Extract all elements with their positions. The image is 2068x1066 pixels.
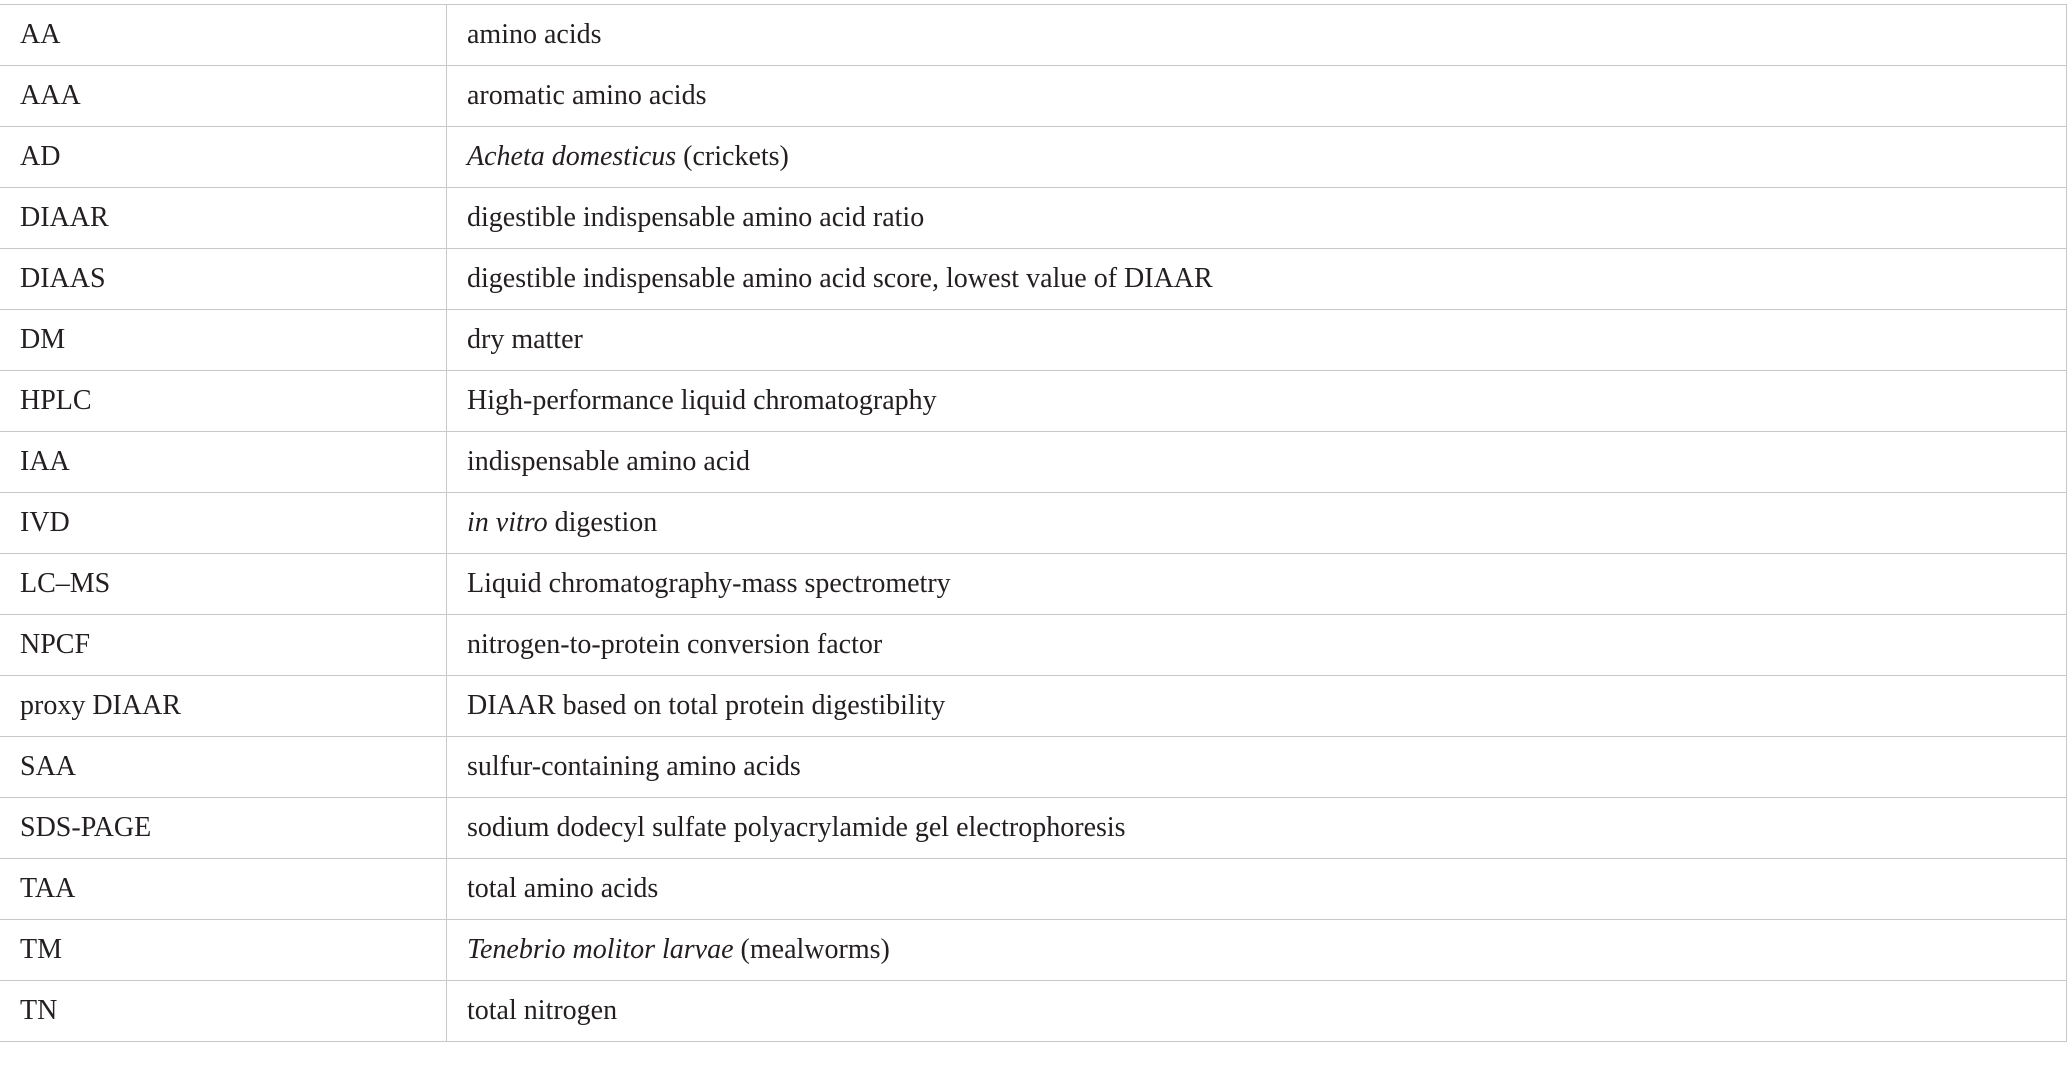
abbreviation-term: DIAAR <box>0 188 447 249</box>
table-row <box>0 981 2067 1042</box>
definition-italic-segment: Tenebrio molitor larvae <box>467 934 734 965</box>
abbreviations-table <box>0 4 2067 1042</box>
abbreviation-term: AA <box>0 5 447 66</box>
table-row <box>0 249 2067 310</box>
abbreviation-definition <box>447 981 2067 1042</box>
abbreviation-definition <box>447 249 2067 310</box>
abbreviation-term: SDS-PAGE <box>0 798 447 859</box>
table-row <box>0 371 2067 432</box>
abbreviation-definition <box>447 859 2067 920</box>
definition-segment: nitrogen-to-protein conversion factor <box>467 629 883 660</box>
abbreviation-definition <box>447 737 2067 798</box>
definition-segment: digestible indispensable amino acid score, lowest value of DIAAR <box>467 263 1213 294</box>
definition-segment: Liquid chromatography-mass spectrometry <box>467 568 951 599</box>
table-row <box>0 859 2067 920</box>
abbreviation-term: NPCF <box>0 615 447 676</box>
definition-segment: DIAAR based on total protein digestibility <box>467 690 946 721</box>
abbreviation-definition <box>447 188 2067 249</box>
definition-italic-segment: in vitro <box>467 507 548 538</box>
abbreviation-term: SAA <box>0 737 447 798</box>
abbreviation-term: TN <box>0 981 447 1042</box>
abbreviation-term: IVD <box>0 493 447 554</box>
abbreviation-term: IAA <box>0 432 447 493</box>
abbreviation-term: DIAAS <box>0 249 447 310</box>
definition-segment: High-performance liquid chromatography <box>467 385 937 416</box>
definition-segment: dry matter <box>467 324 583 355</box>
definition-segment: digestion <box>547 507 658 538</box>
abbreviation-term: TM <box>0 920 447 981</box>
definition-segment: digestible indispensable amino acid ratio <box>467 202 925 233</box>
table-row <box>0 554 2067 615</box>
table-row <box>0 127 2067 188</box>
abbreviation-term: LC–MS <box>0 554 447 615</box>
table-row <box>0 5 2067 66</box>
definition-segment: total nitrogen <box>467 995 618 1026</box>
abbreviation-definition <box>447 554 2067 615</box>
abbreviation-term: HPLC <box>0 371 447 432</box>
table-row <box>0 310 2067 371</box>
abbreviation-definition <box>447 371 2067 432</box>
definition-segment: indispensable amino acid <box>467 446 751 477</box>
definition-italic-segment: Acheta domesticus <box>467 141 677 172</box>
definition-segment: sulfur-containing amino acids <box>467 751 801 782</box>
table-row <box>0 798 2067 859</box>
definition-segment: sodium dodecyl sulfate polyacrylamide gel electrophoresis <box>467 812 1126 843</box>
table-row <box>0 676 2067 737</box>
table-row <box>0 66 2067 127</box>
abbreviations-table-body <box>0 5 2067 1042</box>
table-row <box>0 615 2067 676</box>
table-row <box>0 920 2067 981</box>
definition-segment: (crickets) <box>676 141 789 172</box>
abbreviation-definition <box>447 493 2067 554</box>
abbreviation-definition <box>447 310 2067 371</box>
definition-segment: total amino acids <box>467 873 659 904</box>
table-row <box>0 737 2067 798</box>
abbreviation-definition <box>447 615 2067 676</box>
table-row <box>0 432 2067 493</box>
definition-segment: amino acids <box>467 19 602 50</box>
abbreviation-term: AAA <box>0 66 447 127</box>
table-row <box>0 188 2067 249</box>
definition-segment: aromatic amino acids <box>467 80 707 111</box>
abbreviation-definition <box>447 676 2067 737</box>
abbreviation-definition <box>447 5 2067 66</box>
abbreviation-definition <box>447 432 2067 493</box>
abbreviation-term: proxy DIAAR <box>0 676 447 737</box>
definition-segment: (mealworms) <box>733 934 890 965</box>
abbreviation-term: AD <box>0 127 447 188</box>
abbreviation-definition <box>447 127 2067 188</box>
abbreviation-definition <box>447 920 2067 981</box>
abbreviation-term: DM <box>0 310 447 371</box>
abbreviation-definition <box>447 66 2067 127</box>
abbreviation-definition <box>447 798 2067 859</box>
abbreviation-term: TAA <box>0 859 447 920</box>
table-row <box>0 493 2067 554</box>
